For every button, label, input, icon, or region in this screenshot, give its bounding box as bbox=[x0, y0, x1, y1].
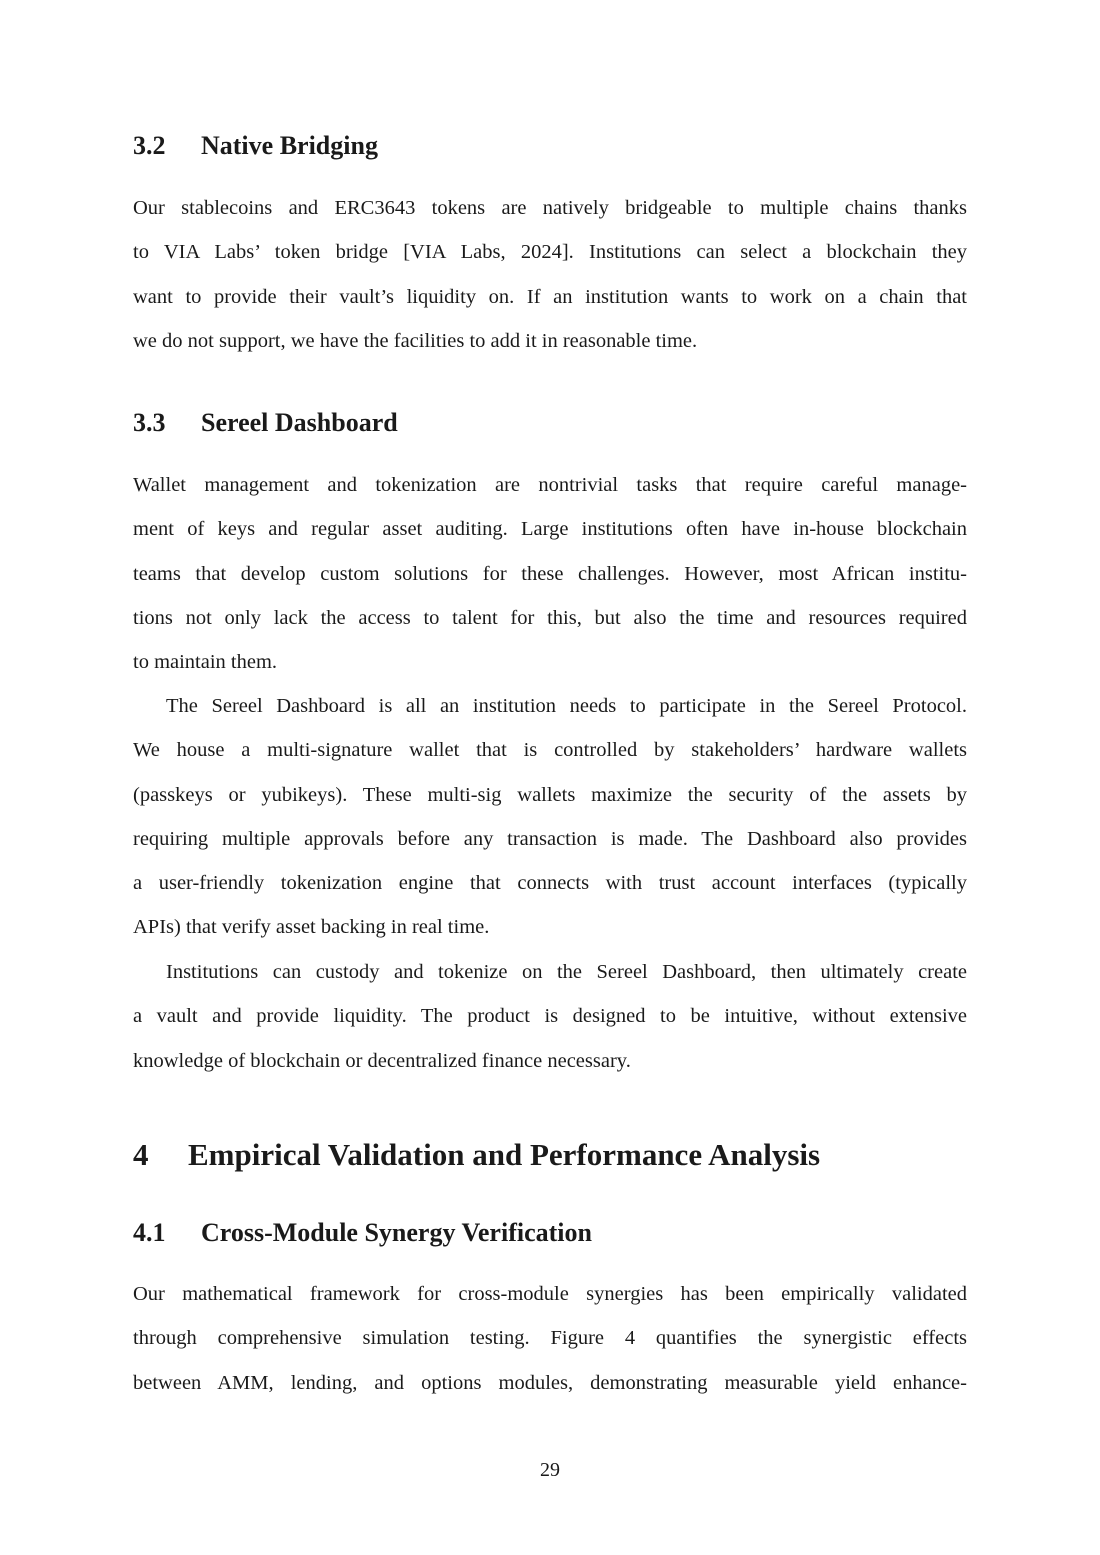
text-line: Our mathematical framework for cross-module synergies has been empirically validated bbox=[133, 1283, 967, 1305]
text-line: We house a multi-signature wallet that is controlled by stakeholders’ hardware wallets bbox=[133, 739, 967, 762]
section-number: 4 bbox=[133, 1137, 149, 1172]
section-number: 4.1 bbox=[133, 1218, 166, 1247]
text-line: we do not support, we have the facilities to add it in reasonable time. bbox=[133, 329, 698, 352]
section-number: 3.3 bbox=[133, 408, 166, 437]
text-line: through comprehensive simulation testing. Figure 4 quantifies the synergistic effects bbox=[133, 1327, 967, 1350]
text-line: tions not only lack the access to talent for this, but also the time and resources required bbox=[133, 606, 967, 629]
text-line: Wallet management and tokenization are nontrivial tasks that require careful manage- bbox=[133, 474, 967, 496]
text-line: Institutions can custody and tokenize on the Sereel Dashboard, then ultimately create bbox=[166, 961, 967, 983]
section-heading-4 bbox=[133, 1137, 820, 1173]
section-title: Native Bridging bbox=[201, 131, 378, 160]
page-number: 29 bbox=[540, 1459, 560, 1481]
text-line: between AMM, lending, and options modules, demonstrating measurable yield enhance- bbox=[133, 1371, 967, 1394]
text-line: ment of keys and regular asset auditing. Large institutions often have in-house blockchain bbox=[133, 518, 967, 541]
paragraph-dashboard-2 bbox=[133, 684, 967, 950]
section-title: Empirical Validation and Performance Analysis bbox=[188, 1137, 821, 1172]
section-number: 3.2 bbox=[133, 131, 166, 160]
section-heading-3-3 bbox=[133, 408, 398, 438]
paragraph-dashboard-1 bbox=[133, 463, 967, 684]
section-title: Cross-Module Synergy Verification bbox=[201, 1218, 592, 1247]
document-page bbox=[133, 0, 967, 1555]
section-heading-3-2 bbox=[133, 131, 378, 161]
paragraph-native-bridging bbox=[133, 186, 967, 363]
text-line: to VIA Labs’ token bridge [VIA Labs, 2024]. Institutions can select a blockchain they bbox=[133, 241, 967, 264]
section-title: Sereel Dashboard bbox=[201, 408, 398, 437]
paragraph-synergy bbox=[133, 1272, 967, 1405]
text-line: APIs) that verify asset backing in real time. bbox=[133, 916, 490, 939]
paragraph-dashboard-3 bbox=[133, 950, 967, 1083]
text-line: to maintain them. bbox=[133, 651, 278, 674]
text-line: a user-friendly tokenization engine that connects with trust account interfaces (typically bbox=[133, 872, 967, 895]
text-line: (passkeys or yubikeys). These multi-sig wallets maximize the security of the assets by bbox=[133, 783, 967, 806]
text-line: want to provide their vault’s liquidity on. If an institution wants to work on a chain that bbox=[133, 285, 967, 308]
text-line: knowledge of blockchain or decentralized finance necessary. bbox=[133, 1049, 631, 1072]
text-line: Our stablecoins and ERC3643 tokens are natively bridgeable to multiple chains thanks bbox=[133, 197, 967, 219]
text-line: requiring multiple approvals before any transaction is made. The Dashboard also provides bbox=[133, 827, 967, 850]
text-line: The Sereel Dashboard is all an institution needs to participate in the Sereel Protocol. bbox=[166, 695, 967, 717]
section-heading-4-1 bbox=[133, 1218, 592, 1248]
text-line: teams that develop custom solutions for these challenges. However, most African institu- bbox=[133, 562, 967, 585]
text-line: a vault and provide liquidity. The product is designed to be intuitive, without extensive bbox=[133, 1005, 967, 1028]
